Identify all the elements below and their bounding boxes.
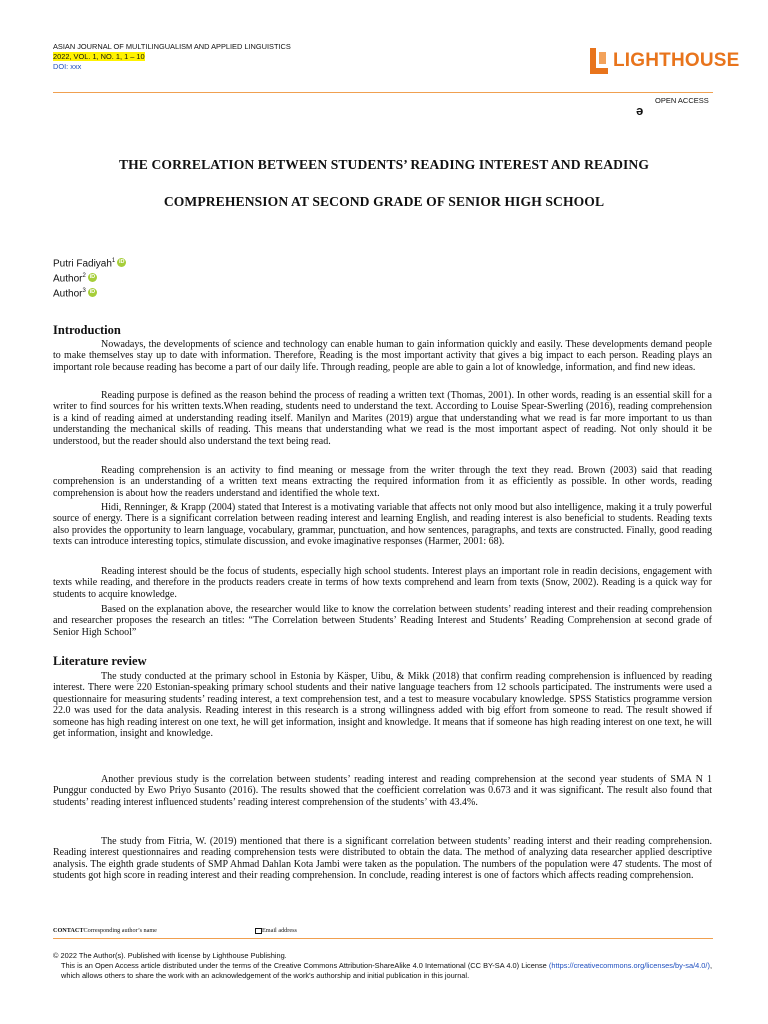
literature-paragraph-2: Another previous study is the correlation between students’ reading interest and reading comprehension at the second year students of SMA N 1 Punggur conducted by Ewo Priyo Susanto (2016). The results showed that the coefficient correlation was 0.673 and it was significant. The result also found that students’ reading interest influenced students’ reading interest comprehension of the students’ with 43.4%. <box>53 774 712 808</box>
section-heading-literature-review: Literature review <box>53 654 147 668</box>
license-text: This is an Open Access article distributed under the terms of the Creative Commons Attribution-ShareAlike 4.0 International (CC BY-SA 4.0) License <box>61 961 547 970</box>
section-heading-introduction: Introduction <box>53 323 121 337</box>
literature-paragraph-3: The study from Fitria, W. (2019) mentioned that there is a significant correlation between students’ reading interst and their reading comprehension. Reading interest questionnaires and reading comprehension tests were distributed to obtain the data. The method of analyzing data researcher applied descriptive analysis. The eighth grade students of SMP Ahmad Dahlan Kota Jambi were taken as the population. The numbers of the population were 47 students. The most of students got high score in reading interest and their reading comprehension. In conclude, reading interest is one of factors which affects reading comprehension. <box>53 836 712 882</box>
license-rest: , which allows others to share the work with an acknowledgement of the work's authorship and initial publication in this journal. <box>61 961 712 980</box>
footer-divider <box>53 938 713 939</box>
license-footer <box>53 951 712 981</box>
journal-volume: 2022, VOL. 1, NO. 1, 1 – 10 <box>53 52 145 61</box>
lighthouse-logo-icon <box>590 48 608 74</box>
author-1 <box>53 258 126 269</box>
corresponding-author-name: Corresponding author’s name <box>83 927 157 934</box>
mail-icon <box>255 928 262 934</box>
author-sup: 3 <box>82 288 86 294</box>
orcid-icon[interactable]: iD <box>119 259 125 265</box>
contact-line <box>53 927 713 934</box>
orcid-icon[interactable]: iD <box>89 289 96 295</box>
title-line-2: COMPREHENSION AT SECOND GRADE OF SENIOR HIGH SCHOOL <box>163 194 605 209</box>
paper-title <box>53 146 715 220</box>
intro-paragraph-5: Reading interest should be the focus of students, especially high school students. Interest plays an important role in readin decisions, engagement with texts while reading, and therefore in the products readers create in terms of how texts comprehend and learn from texts (Snow, 2002). Reading is a quick way for students to acquire knowledge. <box>53 566 712 600</box>
logo-text: LIGHTHOUSE <box>613 50 740 71</box>
author-3 <box>53 288 97 299</box>
intro-paragraph-2: Reading purpose is defined as the reason behind the process of reading a written text (Thomas, 2001). In other words, reading is an essential skill for a writer to find sources for his written texts.When reading, students need to understand the text. According to Louise Spear-Swerling (2016), reading comprehension is a kind of reading aimed at understanding reading itself. Manilyn and Marites (2019) argue that understanding what we read is far more important to us than understanding the mechanical skills of reading. This means that understanding what we read is the most important aspect of reading. Not only should it be understood, but the reader should also understand the text being read. <box>53 390 712 447</box>
orcid-icon[interactable]: iD <box>89 274 96 280</box>
open-access-label: OPEN ACCESS <box>655 96 709 105</box>
contact-label: CONTACT <box>53 927 84 934</box>
author-sup: 1 <box>111 258 116 264</box>
copyright-text: © 2022 The Author(s). Published with license by Lighthouse Publishing. <box>53 951 287 960</box>
license-statement <box>53 961 712 981</box>
literature-paragraph-1: The study conducted at the primary school in Estonia by Käsper, Uibu, & Mikk (2018) that confirm reading comprehension is influenced by reading interest. There were 220 Estonian-speaking primary school students and their native language teachers from 12 schools participated. The instruments were used a questionnaire for measuring students’ reading interest, a text comprehension test, and a test to measure vocabulary knowledge. SPSS Statistics programme version 22.0 was used for the data analysis. Reading interest in this research is a strong willingness added with big effort from someone to read. The result showed if someone has high reading interest on one text, he will get information, insight and knowledge. It means that if someone has high reading interest on one text, he will get information, insight and knowledge. <box>53 671 712 740</box>
lighthouse-logo <box>590 46 740 76</box>
author-name: Author <box>53 273 83 285</box>
journal-name: ASIAN JOURNAL OF MULTILINGUALISM AND APPLIED LINGUISTICS <box>53 42 291 51</box>
title-line-1: THE CORRELATION BETWEEN STUDENTS’ READING INTEREST AND READING <box>118 157 650 172</box>
author-sup: 2 <box>82 273 86 279</box>
author-name: Author <box>53 288 83 300</box>
author-2 <box>53 273 97 284</box>
header-divider <box>53 92 713 93</box>
journal-doi: DOI: xxx <box>53 62 82 71</box>
intro-paragraph-1: Nowadays, the developments of science and technology can enable human to gain information quickly and easily. These developments demand people to make themselves stay up to date with information. Therefore, Reading is the most important activity that gives a big impact to each person. Reading plays an important role because reading has become a part of our daily life. Through reading, people are able to gain a lot of knowledge, information, and find new ideas. <box>53 339 712 373</box>
intro-paragraph-4: Hidi, Renninger, & Krapp (2004) stated that Interest is a motivating variable that affects not only mood but also intelligence, making it a truly powerful source of energy. There is a significant correlation between reading interest and learning English, and reading interest is also beneficial to students. Reading texts also provides the opportunity to learn language, vocabulary, grammar, punctuation, and how sentences, paragraphs, and texts are constructed. Finally, good reading texts can introduce interesting topics, stimulate discussion, and evoke imaginative responses (Harmer, 2001: 68). <box>53 502 712 548</box>
author-name: Putri Fadiyah <box>53 258 112 270</box>
email-address[interactable]: Email address <box>262 927 297 934</box>
license-link[interactable]: (https://creativecommons.org/licenses/by-sa/4.0/) <box>548 961 710 970</box>
journal-header <box>53 42 291 72</box>
open-access-icon: ə <box>636 103 644 118</box>
intro-paragraph-6: Based on the explanation above, the researcher would like to know the correlation between students’ reading interest and their reading comprehension and researcher proposes the research an titles: “The Correlation between Students’ Reading Interest and Students’ Reading Comprehension at second grade of Senior High School” <box>53 604 712 638</box>
email-group <box>255 927 297 934</box>
intro-paragraph-3: Reading comprehension is an activity to find meaning or message from the writer through the text they read. Brown (2003) said that reading comprehension is an understanding of a written text means extracting the required information from it as efficiently as possible. In other words, reading comprehension is about how the readers understand and identified the whole text. <box>53 465 712 499</box>
